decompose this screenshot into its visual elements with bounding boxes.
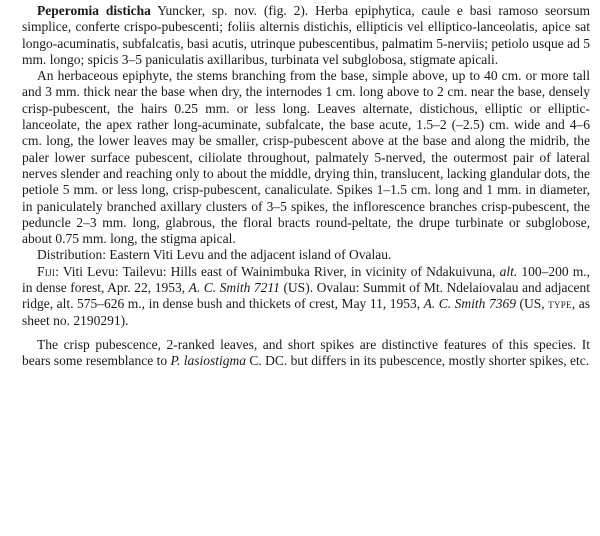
description-paragraph: An herbaceous epiphyte, the stems branching from the base, simple above, up to 40 cm. or more tall and 3 mm. thick near the base when dry, the internodes 1 cm. long above to 2 cm. near the base, densely crisp-pubescent, the hairs 0.25 mm. or less long. Leaves alternate, distichous, elliptic or elliptic-lanceolate, the apex rather long-acuminate, subfalcate, the base acute, 1.5–2 (–2.5) cm. wide and 4–6 cm. long, the lower leaves may be smaller, crisp-pubescent above at the base and along the midrib, the paler lower surface pubescent, ciliolate throughout, palmately 5-nerved, the outermost pair of lateral nerves slender and reaching only to about the middle, drying thin, translucent, lacking glandular dots, the petiole 5 mm. or less long, crisp-pubescent, canaliculate. Spikes 1–1.5 cm. long and 1 mm. in diameter, in paniculately branched axillary clusters of 3–5 spikes, the inflorescence branches crisp-pubescent, the peduncle 2–3 mm. long, glabrous, the floral bracts round-peltate, the drupe turbinate or subglobose, about 0.75 mm. long, the stigma apical. bbox=[22, 68, 590, 247]
specimens-text-1: : Viti Levu: Tailevu: Hills east of Wainimbuka River, in vicinity of Ndakuivuna, bbox=[55, 263, 500, 279]
collector-number-1: A. C. Smith 7211 bbox=[188, 280, 280, 296]
specimens-text-3: (US). Ovalau: Summit of Mt. Ndelaiovalau and adjacent ridge, alt. 575–626 m., in dense bush and thickets of crest, May 11, 1953, bbox=[22, 280, 591, 312]
species-name: Peperomia disticha bbox=[37, 3, 151, 18]
collector-number-2: A. C. Smith 7369 bbox=[423, 296, 516, 312]
region-label: Fiji bbox=[37, 263, 56, 279]
latin-diagnosis bbox=[22, 3, 590, 68]
type-label: type bbox=[548, 296, 572, 312]
discussion-text-1: The crisp pubescence, 2-ranked leaves, and short spikes are distinctive features of this species. It bears some resemblance to bbox=[22, 336, 590, 369]
specimens-text-2: 100–200 m., in dense forest, Apr. 22, 1953, bbox=[22, 263, 590, 296]
discussion-paragraph bbox=[22, 337, 590, 370]
distribution-paragraph: Distribution: Eastern Viti Levu and the adjacent island of Ovalau. bbox=[37, 247, 392, 263]
paragraph-gap bbox=[22, 329, 590, 337]
compared-species: P. lasiostigma bbox=[170, 353, 246, 369]
specimens-text-4: (US, bbox=[515, 296, 549, 312]
latin-diagnosis-text: Yuncker, sp. nov. (fig. 2). Herba epiphytica, caule e basi ramoso seorsum simplice, conferte crispo-pubescenti; foliis alternis distichis, ellipticis vel elliptico-lanceolatis, apice sat longo-acuminatis, subfalcatis, basi acutis, utrinque pubescentibus, palmatim 5-nerviis; petiolo usque ad 5 mm. longo; spicis 3–5 paniculatis axillaribus, turbinata vel subglobosa, stigmate apicali. bbox=[22, 3, 591, 67]
altitude-abbrev: alt. bbox=[499, 263, 518, 279]
specimens-paragraph bbox=[22, 264, 590, 329]
specimens-text-5: , as sheet no. 2190291). bbox=[22, 296, 590, 328]
discussion-text-2: C. DC. but differs in its pubescence, mostly shorter spikes, etc. bbox=[245, 353, 590, 369]
